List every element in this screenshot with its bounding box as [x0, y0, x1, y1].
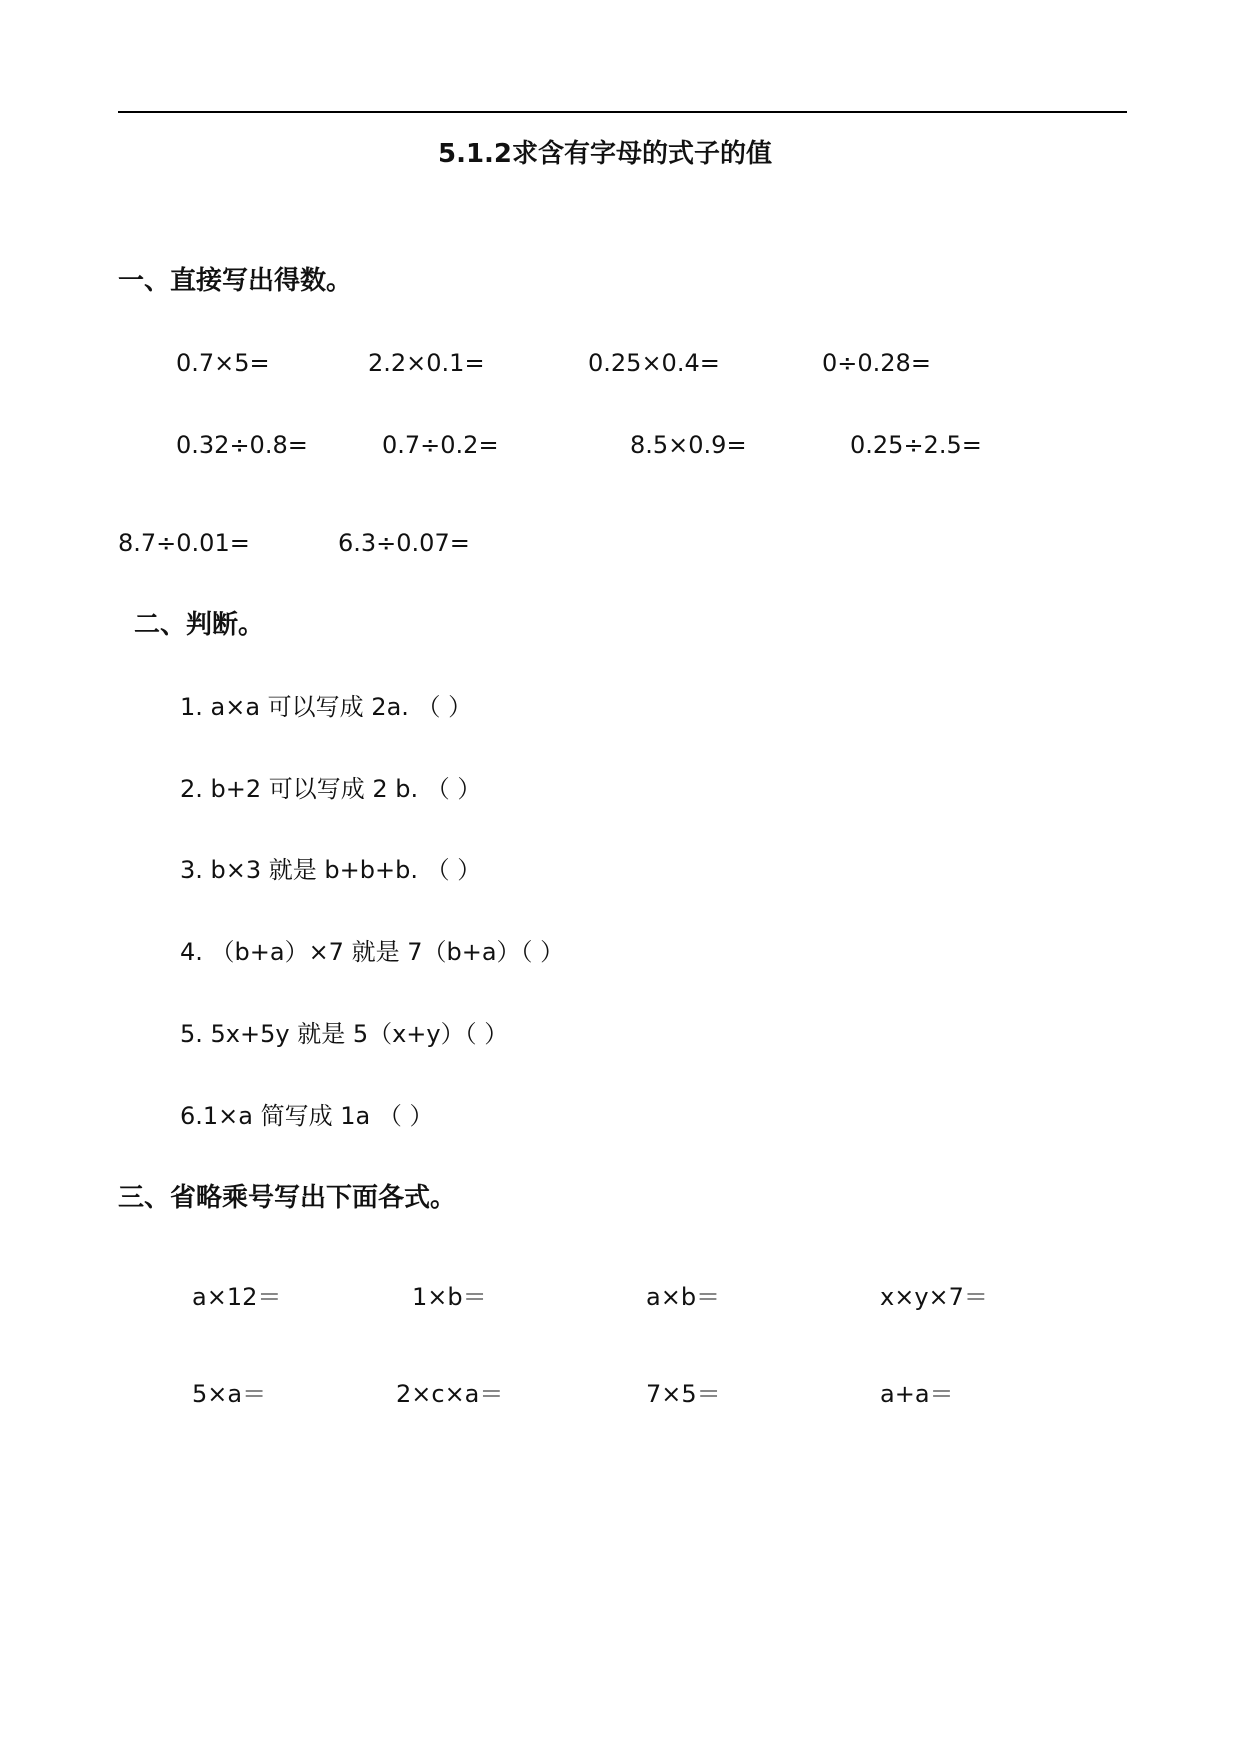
judge-item: 1. a×a 可以写成 2a. （ ） [180, 693, 473, 721]
header-rule [118, 111, 1127, 113]
expr-item: 2×c×a＝ [396, 1380, 504, 1408]
calc-item: 0.7÷0.2= [382, 431, 499, 459]
calc-item: 0.7×5= [176, 349, 270, 377]
expr-item: 5×a＝ [192, 1380, 267, 1408]
judge-item: 5. 5x+5y 就是 5（x+y）（ ） [180, 1020, 509, 1048]
calc-item: 0÷0.28= [822, 349, 931, 377]
calc-item: 0.25×0.4= [588, 349, 720, 377]
expr-item: a×12＝ [192, 1283, 282, 1311]
expr-item: 7×5＝ [646, 1380, 721, 1408]
calc-item: 2.2×0.1= [368, 349, 485, 377]
section-heading-1: 一、直接写出得数。 [118, 266, 353, 296]
expr-item: x×y×7＝ [880, 1283, 988, 1311]
calc-item: 8.5×0.9= [630, 431, 747, 459]
section-heading-3: 三、省略乘号写出下面各式。 [118, 1183, 457, 1213]
judge-item: 2. b+2 可以写成 2 b. （ ） [180, 775, 482, 803]
section-heading-2: 二、判断。 [134, 610, 265, 640]
page-title: 5.1.2求含有字母的式子的值 [438, 139, 773, 169]
expr-item: 1×b＝ [412, 1283, 487, 1311]
calc-item: 8.7÷0.01= [118, 529, 250, 557]
judge-item: 6.1×a 简写成 1a （ ） [180, 1102, 434, 1130]
judge-item: 4. （b+a）×7 就是 7（b+a）（ ） [180, 938, 565, 966]
expr-item: a+a＝ [880, 1380, 954, 1408]
judge-item: 3. b×3 就是 b+b+b. （ ） [180, 856, 482, 884]
calc-item: 0.32÷0.8= [176, 431, 308, 459]
calc-item: 6.3÷0.07= [338, 529, 470, 557]
calc-item: 0.25÷2.5= [850, 431, 982, 459]
expr-item: a×b＝ [646, 1283, 721, 1311]
